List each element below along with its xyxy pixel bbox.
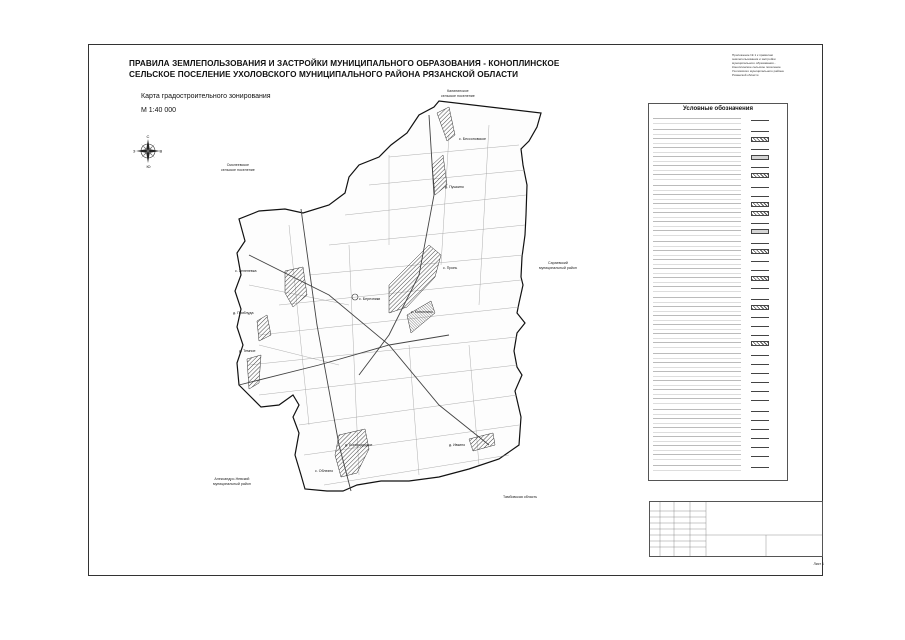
legend-row [651,192,785,200]
legend-text-placeholder [653,156,741,162]
legend-text-placeholder [653,230,741,236]
legend-row [651,313,785,321]
legend-text-placeholder [653,324,741,330]
legend-panel [648,103,788,481]
legend-row [651,463,785,471]
legend-text-placeholder [653,445,741,451]
legend-text-placeholder [653,203,741,209]
village-label: д. Ивкино [449,443,466,447]
legend-swatch [751,447,769,448]
legend-swatch [751,456,769,457]
legend-row [651,396,785,404]
legend-row [651,154,785,162]
neighbor-south: Тамбовская область [503,495,538,499]
legend-swatch [751,173,769,178]
title-line-2: СЕЛЬСКОЕ ПОСЕЛЕНИЕ УХОЛОВСКОГО МУНИЦИПАЛЬНОГО РАЙОНА РЯЗАНСКОЙ ОБЛАСТИ [129,70,519,79]
legend-swatch [751,120,769,121]
legend-swatch [751,155,769,160]
legend-swatch [751,276,769,281]
map-subtitle: Карта градостроительного зонирования [141,93,271,100]
legend-swatch [751,420,769,421]
legend-row [651,239,785,247]
legend-row [651,248,785,256]
legend-row [651,387,785,395]
legend-swatch [751,305,769,310]
legend-swatch [751,288,769,289]
legend-swatch [751,299,769,300]
legend-text-placeholder [653,418,741,424]
legend-swatch [751,326,769,327]
legend-row [651,257,785,265]
map-scale: М 1:40 000 [141,107,177,114]
compass-e: В [159,148,163,154]
legend-swatch [751,223,769,224]
legend-text-placeholder [653,306,741,312]
legend-swatch [751,355,769,356]
legend-swatch [751,341,769,346]
village-label: с. Березники [359,297,381,301]
settlement-boundary [235,101,541,491]
legend-swatch [751,335,769,336]
legend-swatch [751,149,769,150]
legend-text-placeholder [653,427,741,433]
legend-row [651,210,785,218]
legend-row [651,304,785,312]
legend-swatch [751,400,769,401]
legend-swatch [751,382,769,383]
legend-row [651,407,785,415]
title-line-1: ПРАВИЛА ЗЕМЛЕПОЛЬЗОВАНИЯ И ЗАСТРОЙКИ МУНИЦИПАЛЬНОГО ОБРАЗОВАНИЯ - КОНОПЛИНСКОЕ [129,59,560,68]
legend-swatch [751,391,769,392]
legend-row [651,183,785,191]
legend-text-placeholder [653,185,741,191]
legend-text-placeholder [653,221,741,227]
legend-row [651,201,785,209]
appendix-note: Приложение № 1 к правилам землепользования и застройки муниципального образования - Коноплинское сельское поселение Ухоловского муниципального района Рязанской области [732,53,784,77]
legend-row [651,378,785,386]
legend-swatch [751,467,769,468]
legend-swatch [751,270,769,271]
legend-swatch [751,229,769,234]
village-label: с. Облезно [315,469,334,473]
legend-text-placeholder [653,398,741,404]
legend-text-placeholder [653,118,741,124]
legend-text-placeholder [653,333,741,339]
legend-row [651,452,785,460]
sheet-number: Лист 1 [813,562,824,566]
legend-text-placeholder [653,362,741,368]
compass-n: С [146,134,150,139]
legend-text-placeholder [653,165,741,171]
legend-row [651,172,785,180]
legend-row [651,351,785,359]
village-label: с. Коноплино [411,310,433,314]
legend-row [651,369,785,377]
legend-text-placeholder [653,259,741,265]
legend-swatch [751,249,769,254]
legend-text-placeholder [653,436,741,442]
legend-swatch [751,243,769,244]
legend-row [651,219,785,227]
legend-swatch [751,261,769,262]
legend-row [651,145,785,153]
legend-row [651,416,785,424]
legend-row [651,295,785,303]
legend-text-placeholder [653,268,741,274]
legend-swatch [751,187,769,188]
legend-text-placeholder [653,277,741,283]
legend-text-placeholder [653,342,741,348]
legend-row [651,322,785,330]
title-block [649,501,824,566]
legend-swatch [751,373,769,374]
village-label: д. Богородицкое [345,443,373,447]
legend-swatch [751,317,769,318]
legend-swatch [751,438,769,439]
legend-text-placeholder [653,250,741,256]
legend-row [651,443,785,451]
neighbor-north: Калининское сельское поселение [441,89,475,98]
legend-swatch [751,429,769,430]
legend-text-placeholder [653,174,741,180]
legend-text-placeholder [653,138,741,144]
legend-row [651,228,785,236]
legend-row [651,275,785,283]
legend-text-placeholder [653,389,741,395]
legend-text-placeholder [653,286,741,292]
legend-swatch [751,196,769,197]
village-label: с. Зеленевка [235,269,257,273]
legend-text-placeholder [653,380,741,386]
legend-text-placeholder [653,194,741,200]
legend-text-placeholder [653,409,741,415]
village-label: с. Пронь [443,266,458,270]
village-label: д. Приблуда [233,311,254,315]
legend-text-placeholder [653,465,741,471]
legend-text-placeholder [653,297,741,303]
neighbor-southwest: Александро-Невский муниципальный район [213,477,251,486]
village-label: с. Бессоновское [459,137,487,141]
legend-text-placeholder [653,371,741,377]
village-label: д. Темное [239,349,256,353]
legend-row [651,284,785,292]
legend-text-placeholder [653,353,741,359]
village-label: д. Пушкино [445,185,464,189]
legend-row [651,163,785,171]
legend-row [651,360,785,368]
legend-row [651,136,785,144]
legend-swatch [751,364,769,365]
neighbor-east: Сараевский муниципальный район [539,261,577,270]
compass-s: Ю [146,164,151,169]
legend-swatch [751,202,769,207]
legend-swatch [751,131,769,132]
legend-row [651,266,785,274]
legend-row [651,425,785,433]
legend-swatch [751,137,769,142]
legend-row [651,331,785,339]
legend-row [651,127,785,135]
legend-text-placeholder [653,241,741,247]
legend-text-placeholder [653,129,741,135]
compass-w: З [133,148,136,154]
drawing-sheet [88,44,823,576]
neighbor-west: Смолеевское сельское поселение [221,163,255,172]
legend-title: Условные обозначения [683,106,753,112]
legend-text-placeholder [653,454,741,460]
legend-swatch [751,411,769,412]
legend-text-placeholder [653,315,741,321]
legend-text-placeholder [653,212,741,218]
legend-swatch [751,167,769,168]
legend-swatch [751,211,769,216]
legend-row [651,434,785,442]
legend-row [651,116,785,124]
legend-row [651,340,785,348]
legend-text-placeholder [653,147,741,153]
